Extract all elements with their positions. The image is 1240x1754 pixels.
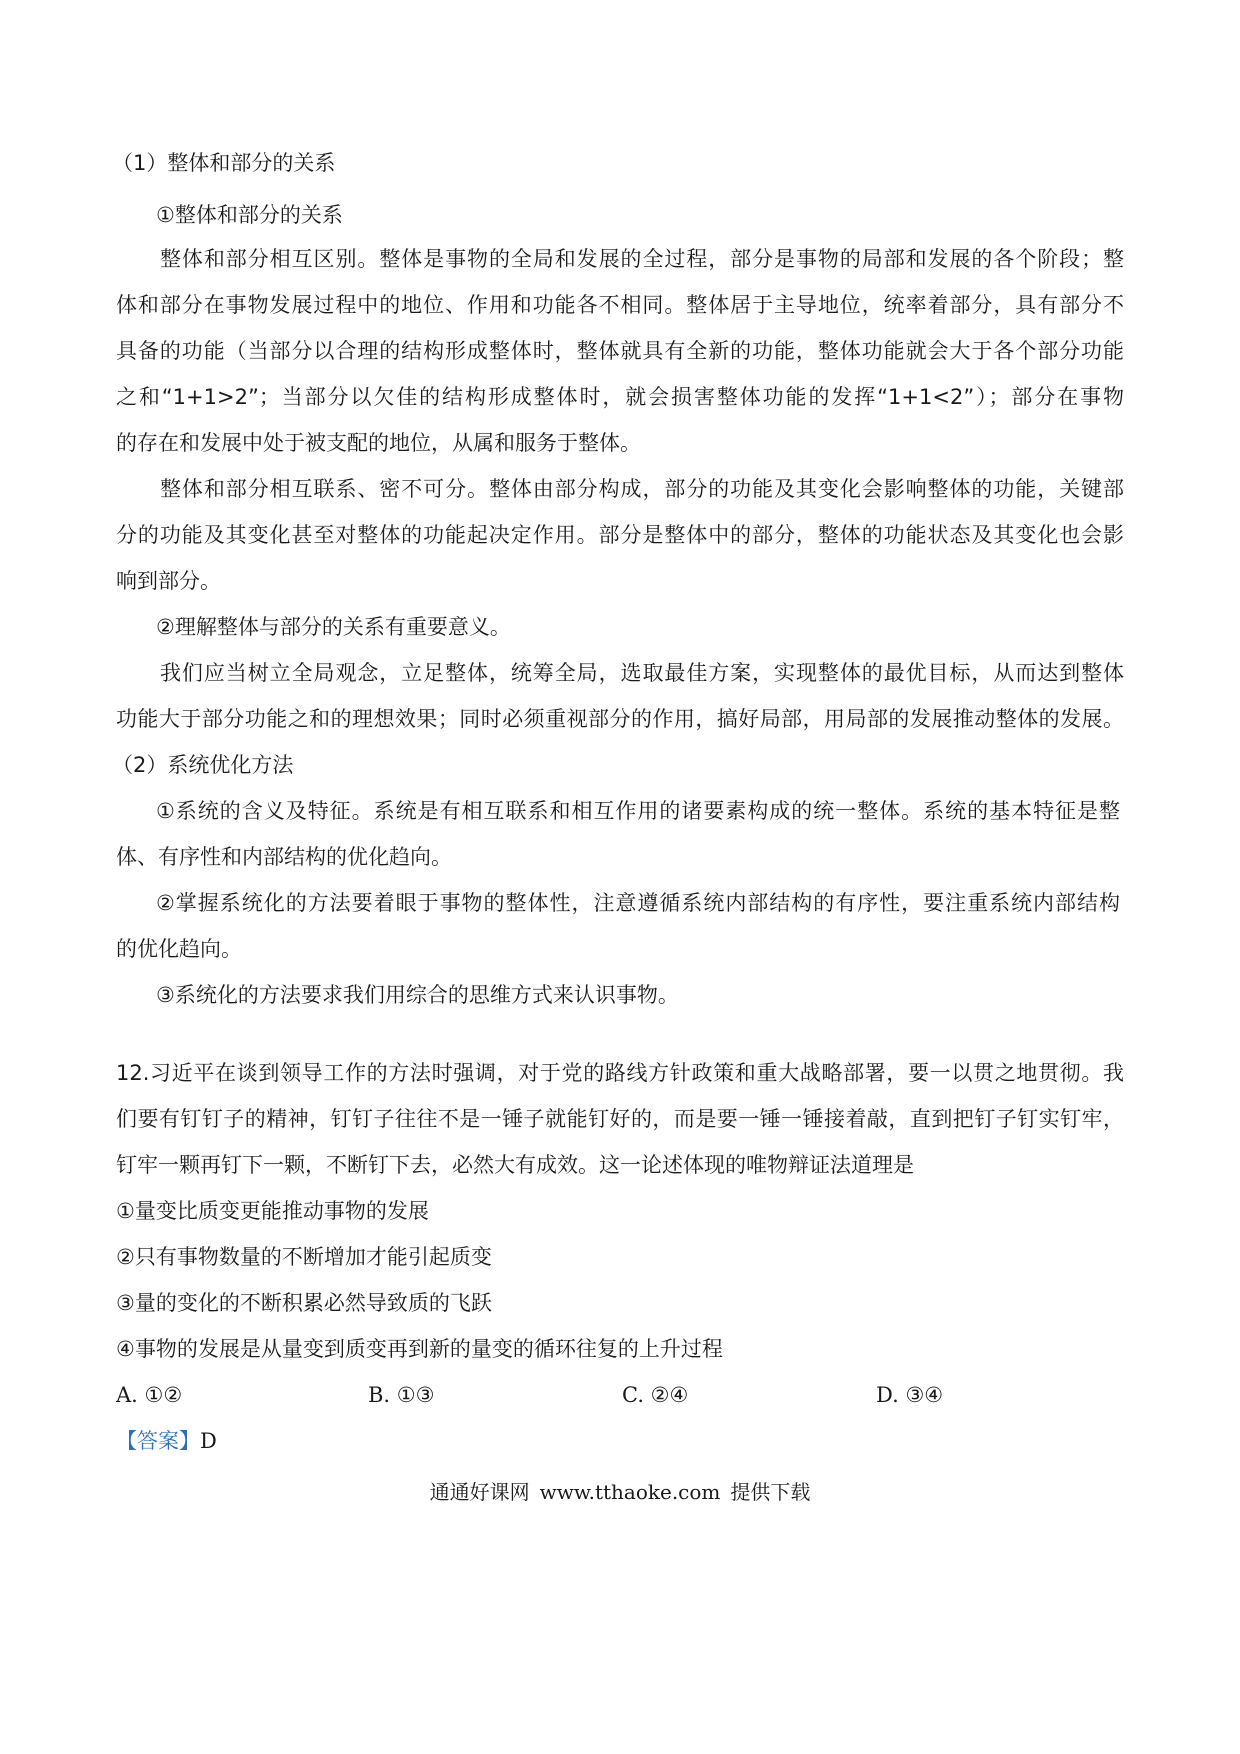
answer-tag: 【答案】 xyxy=(116,1429,200,1453)
paragraph-line: 体、有序性和内部结构的优化趋向。 xyxy=(116,845,452,869)
option-d: D. ③④ xyxy=(876,1383,944,1407)
question-stem-line: 12.习近平在谈到领导工作的方法时强调，对于党的路线方针政策和重大战略部署，要一以贯之地贯彻。我 xyxy=(116,1061,1124,1085)
answer-value: D xyxy=(200,1429,217,1453)
paragraph-line: ①系统的含义及特征。系统是有相互联系和相互作用的诸要素构成的统一整体。系统的基本特征是整 xyxy=(156,799,1120,823)
page-footer xyxy=(0,1478,1240,1506)
footer-url[interactable]: www.tthaoke.com xyxy=(539,1480,721,1504)
paragraph-line: ②掌握系统化的方法要着眼于事物的整体性，注意遵循系统内部结构的有序性，要注重系统内部结构 xyxy=(156,891,1120,915)
paragraph-line: 的优化趋向。 xyxy=(116,937,242,961)
question-stem-line: 们要有钉钉子的精神，钉钉子往往不是一锤子就能钉好的，而是要一锤一锤接着敲，直到把钉子钉实钉牢， xyxy=(116,1107,1124,1131)
paragraph-line: 的存在和发展中处于被支配的地位，从属和服务于整体。 xyxy=(116,431,641,455)
option-c: C. ②④ xyxy=(622,1383,689,1407)
paragraph-line: 整体和部分相互区别。整体是事物的全局和发展的全过程，部分是事物的局部和发展的各个阶段；整 xyxy=(160,247,1124,271)
subheading: ①整体和部分的关系 xyxy=(156,203,343,227)
option-a: A. ①② xyxy=(116,1383,183,1407)
paragraph-line: 整体和部分相互联系、密不可分。整体由部分构成，部分的功能及其变化会影响整体的功能，关键部 xyxy=(160,477,1124,501)
statement-item: ③量的变化的不断积累必然导致质的飞跃 xyxy=(116,1291,492,1315)
paragraph-line: 分的功能及其变化甚至对整体的功能起决定作用。部分是整体中的部分，整体的功能状态及其变化也会影 xyxy=(116,523,1124,547)
paragraph-line: 之和“1+1>2”；当部分以欠佳的结构形成整体时，就会损害整体功能的发挥“1+1<2”）；部分在事物 xyxy=(116,385,1124,409)
statement-item: ④事物的发展是从量变到质变再到新的量变的循环往复的上升过程 xyxy=(116,1337,723,1361)
footer-suffix: 提供下载 xyxy=(730,1480,811,1504)
statement-item: ①量变比质变更能推动事物的发展 xyxy=(116,1199,429,1223)
paragraph-line: 具备的功能（当部分以合理的结构形成整体时，整体就具有全新的功能，整体功能就会大于各个部分功能 xyxy=(116,339,1124,363)
answer xyxy=(116,1426,217,1456)
question-stem-line: 钉牢一颗再钉下一颗，不断钉下去，必然大有成效。这一论述体现的唯物辩证法道理是 xyxy=(116,1153,914,1177)
paragraph-line: 我们应当树立全局观念，立足整体，统筹全局，选取最佳方案，实现整体的最优目标，从而达到整体 xyxy=(160,661,1124,685)
subheading: ②理解整体与部分的关系有重要意义。 xyxy=(156,615,511,639)
paragraph-line: 响到部分。 xyxy=(116,569,221,593)
footer-site: 通通好课网 xyxy=(429,1480,530,1504)
option-b: B. ①③ xyxy=(368,1383,435,1407)
paragraph-line: ③系统化的方法要求我们用综合的思维方式来认识事物。 xyxy=(156,983,679,1007)
section-heading: （1）整体和部分的关系 xyxy=(112,151,336,175)
paragraph-line: 体和部分在事物发展过程中的地位、作用和功能各不相同。整体居于主导地位，统率着部分，具有部分不 xyxy=(116,293,1124,317)
section-heading: （2）系统优化方法 xyxy=(112,753,294,777)
paragraph-line: 功能大于部分功能之和的理想效果；同时必须重视部分的作用，搞好局部，用局部的发展推动整体的发展。 xyxy=(116,707,1124,731)
statement-item: ②只有事物数量的不断增加才能引起质变 xyxy=(116,1245,492,1269)
